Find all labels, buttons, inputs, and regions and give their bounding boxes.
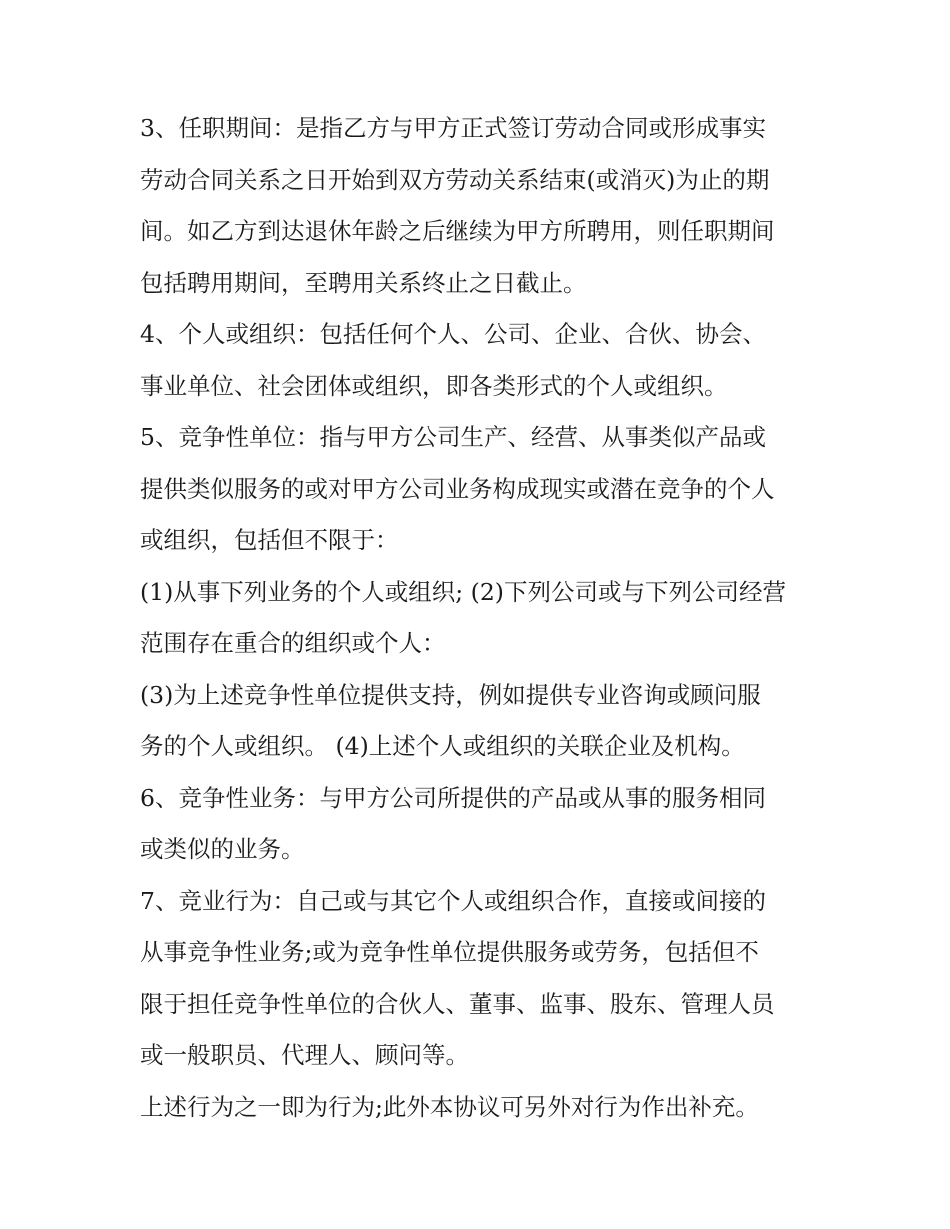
text-line: 从事竞争性业务;或为竞争性单位提供服务或劳务，包括但不 [140,938,759,966]
text-line: 或类似的业务。 [140,835,305,863]
text-line: 上述行为之一即为行为;此外本协议可另外对行为作出补充。 [140,1092,759,1121]
text-line: 限于担任竞争性单位的合伙人、董事、监事、股东、管理人员 [140,989,775,1018]
text-line: (3)为上述竞争性单位提供支持，例如提供专业咨询或顾问服 [140,680,761,709]
text-line: (1)从事下列业务的个人或组织; (2)下列公司或与下列公司经营 [140,577,786,606]
text-line: 范围存在重合的组织或个人： [140,629,446,657]
text-line: 4、个人或组织：包括任何个人、公司、企业、合伙、协会、 [140,320,766,348]
text-line: 7、竞业行为：自己或与其它个人或组织合作，直接或间接的 [140,886,766,915]
text-line: 3、任职期间：是指乙方与甲方正式签订劳动合同或形成事实 [140,114,766,142]
text-line: 间。如乙方到达退休年龄之后继续为甲方所聘用，则任职期间 [140,217,775,245]
text-line: 或组织，包括但不限于： [140,526,399,554]
document-body [140,103,820,1133]
text-line: 务的个人或组织。 (4)上述个人或组织的关联企业及机构。 [140,732,745,760]
text-line: 劳动合同关系之日开始到双方劳动关系结束(或消灭)为止的期 [140,165,770,194]
text-line: 5、竞争性单位：指与甲方公司生产、经营、从事类似产品或 [140,423,766,451]
text-line: 或一般职员、代理人、顾问等。 [140,1041,469,1069]
text-line: 6、竞争性业务：与甲方公司所提供的产品或从事的服务相同 [140,783,766,812]
text-line: 事业单位、社会团体或组织，即各类形式的个人或组织。 [140,371,728,400]
text-line: 包括聘用期间，至聘用关系终止之日截止。 [140,268,587,297]
text-line: 提供类似服务的或对甲方公司业务构成现实或潜在竞争的个人 [140,474,775,503]
